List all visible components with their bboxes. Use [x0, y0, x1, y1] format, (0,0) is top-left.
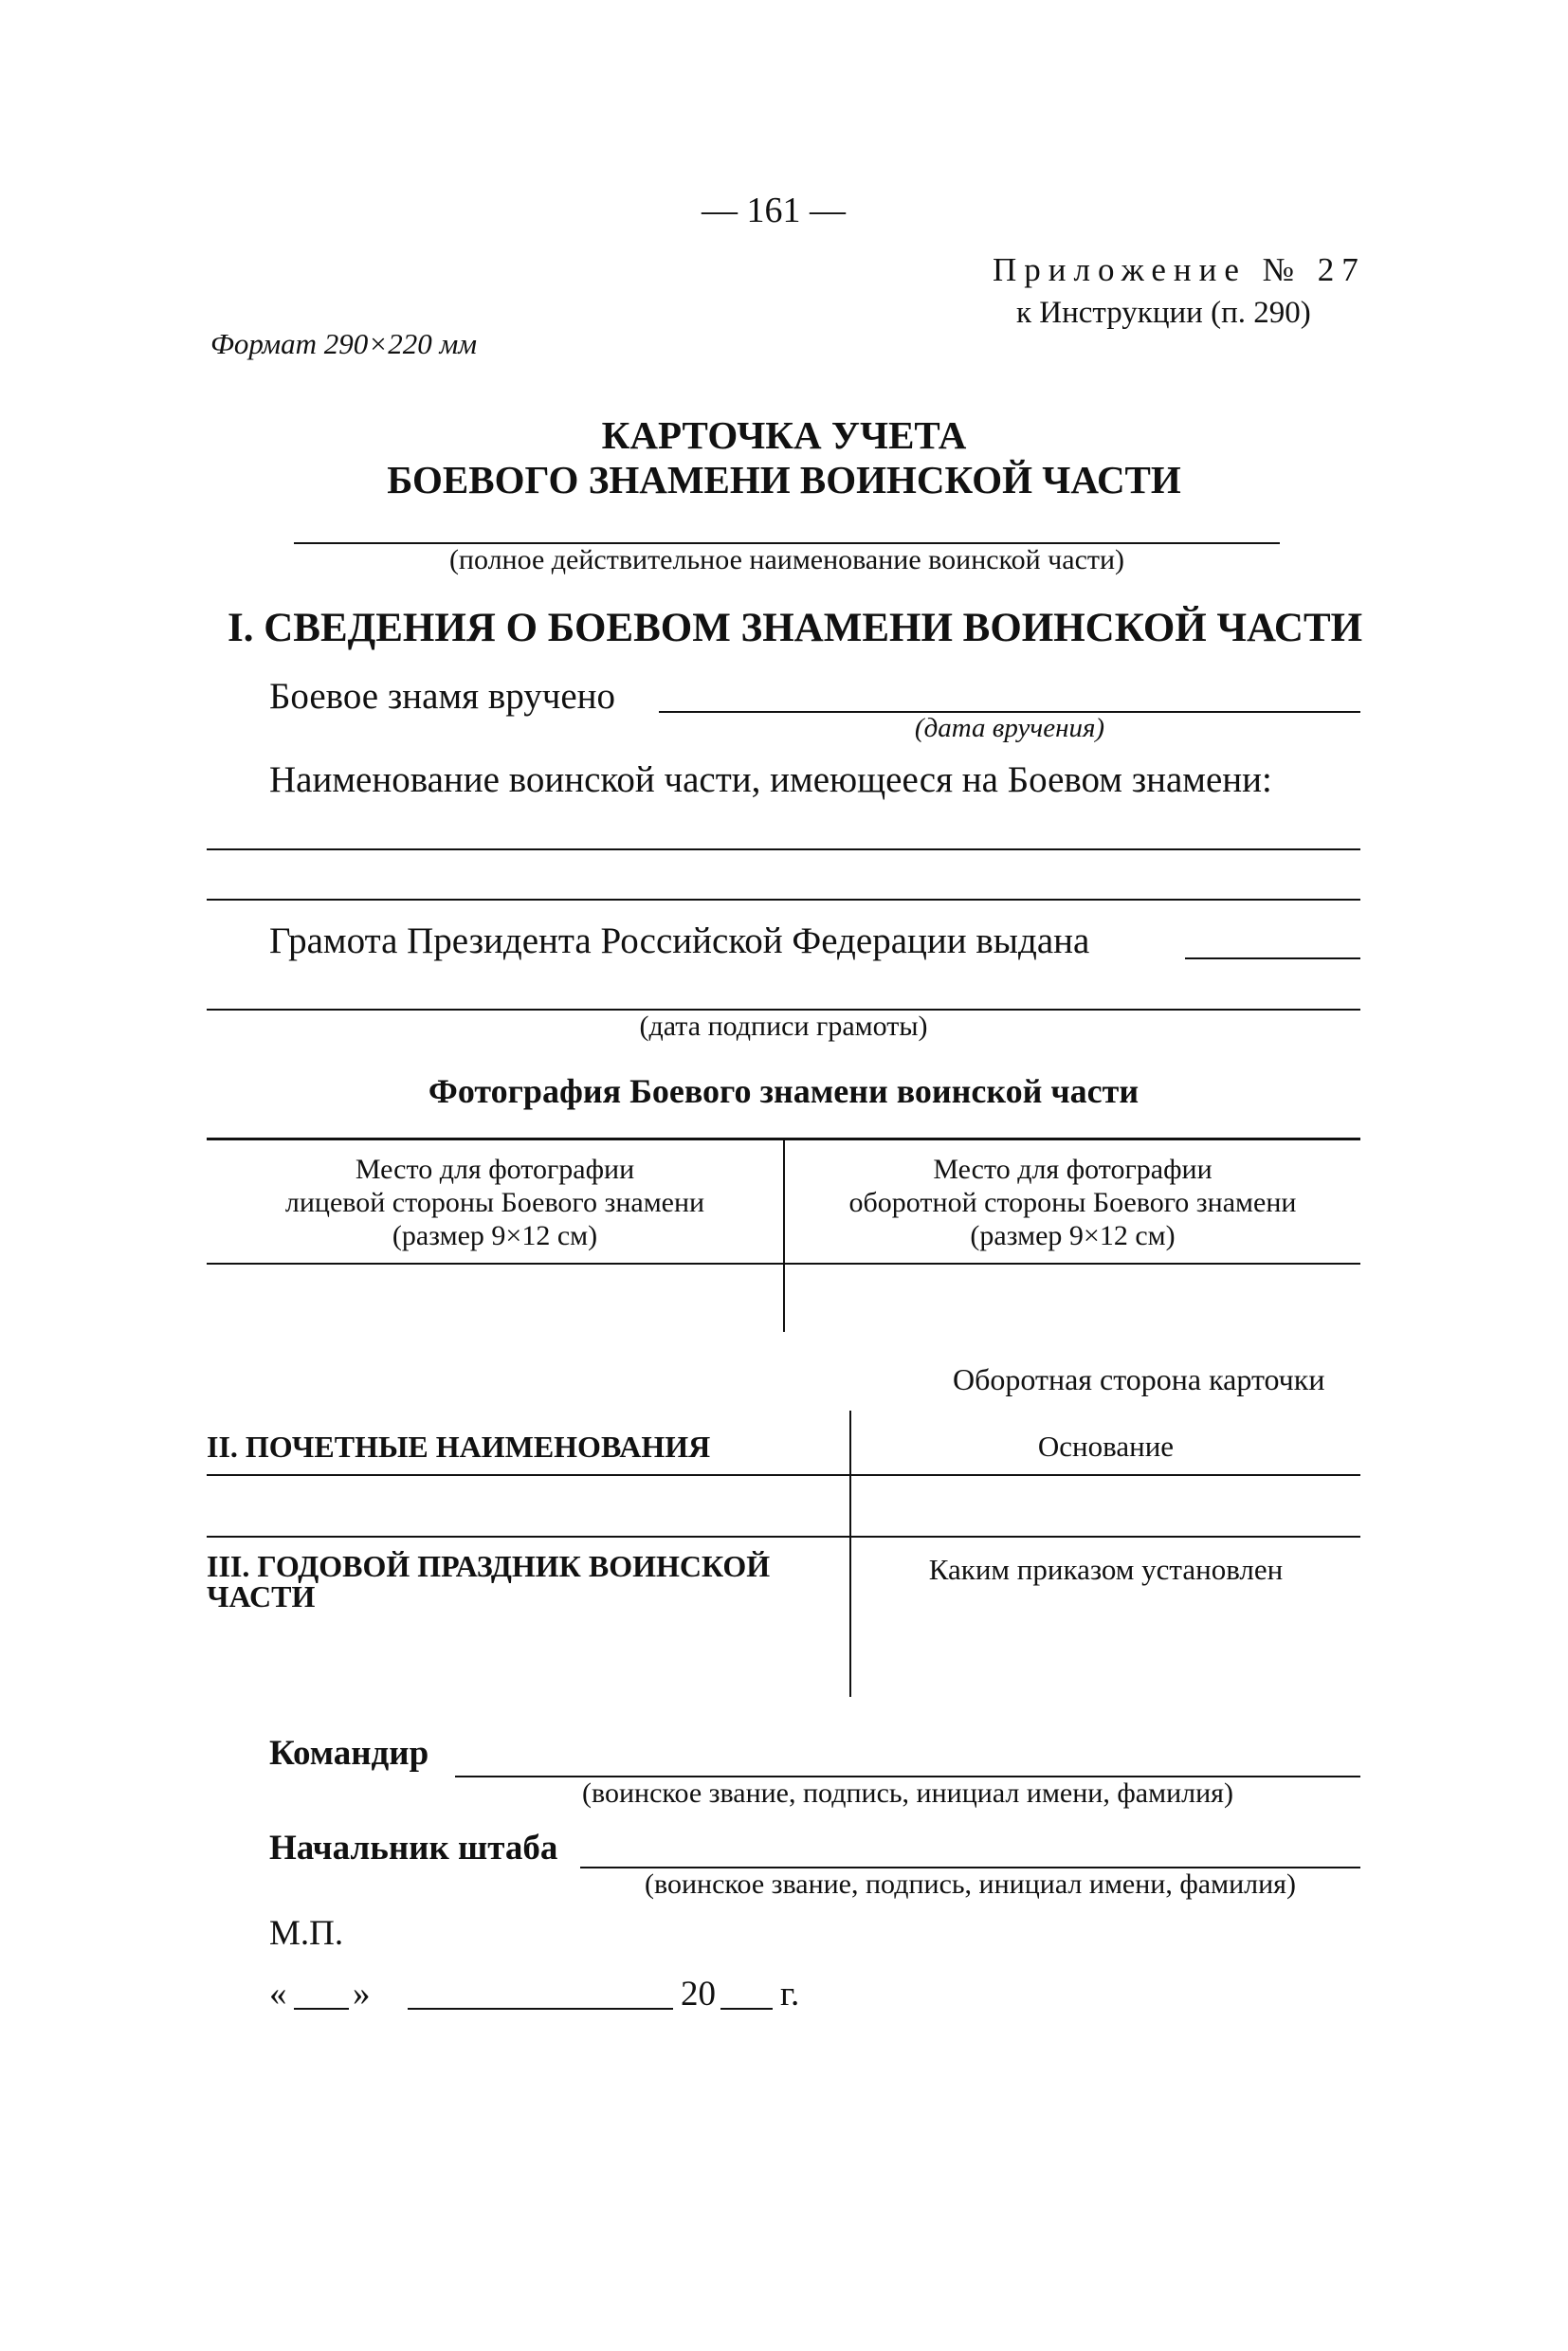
date-close-quote: »: [353, 1975, 371, 2014]
card-title-line1: КАРТОЧКА УЧЕТА: [601, 413, 967, 457]
charter-date-line-short: [1185, 957, 1360, 959]
date-month-line: [408, 2008, 673, 2010]
reverse-side-caption: Оборотная сторона карточки: [953, 1362, 1325, 1396]
chief-of-staff-caption: (воинское звание, подпись, инициал имени, фамилия): [645, 1868, 1296, 1900]
photo-back-line1: Место для фотографии: [933, 1154, 1212, 1185]
photo-front-cell: [207, 1153, 783, 1252]
appendix-title: Приложение № 27: [993, 251, 1366, 288]
photo-back-line3: (размер 9×12 см): [970, 1220, 1176, 1251]
section2-heading: II. ПОЧЕТНЫЕ НАИМЕНОВАНИЯ: [207, 1430, 711, 1464]
reverse-table-divider: [849, 1411, 851, 1697]
photo-back-line2: оборотной стороны Боевого знамени: [848, 1187, 1297, 1218]
date-year-prefix: 20: [681, 1975, 716, 2014]
photo-front-line3: (размер 9×12 см): [392, 1220, 598, 1251]
seal-mark: М.П.: [269, 1914, 344, 1953]
format-note: Формат 290×220 мм: [210, 327, 478, 360]
name-on-banner-line-1: [207, 848, 1360, 850]
section1-heading: I. СВЕДЕНИЯ О БОЕВОМ ЗНАМЕНИ ВОИНСКОЙ ЧАСТИ: [228, 606, 1363, 650]
page-number: — 161 —: [702, 191, 846, 230]
name-on-banner-line-2: [207, 899, 1360, 901]
date-year-line: [720, 2008, 773, 2010]
section2-basis-header: Основание: [1037, 1430, 1175, 1463]
photo-front-line1: Место для фотографии: [355, 1154, 635, 1185]
date-day-line: [294, 2008, 349, 2010]
section3-heading: [207, 1551, 770, 1612]
photo-front-line2: лицевой стороны Боевого знамени: [284, 1187, 705, 1218]
charter-label: Грамота Президента Российской Федерации выдана: [269, 920, 1090, 961]
chief-of-staff-label: Начальник штаба: [269, 1829, 558, 1868]
section3-heading-line1: III. ГОДОВОЙ ПРАЗДНИК ВОИНСКОЙ: [207, 1549, 771, 1583]
date-year-suffix: г.: [780, 1975, 800, 2014]
photo-heading: Фотография Боевого знамени воинской части: [428, 1072, 1140, 1110]
section3-order-header: Каким приказом установлен: [928, 1553, 1284, 1586]
section3-heading-line2: ЧАСТИ: [207, 1579, 316, 1613]
commander-caption: (воинское звание, подпись, инициал имени, фамилия): [582, 1777, 1233, 1809]
name-on-banner-label: Наименование воинской части, имеющееся на Боевом знамени:: [269, 759, 1272, 800]
appendix-reference: к Инструкции (п. 290): [1016, 296, 1311, 330]
unit-name-caption: (полное действительное наименование воинской части): [448, 544, 1125, 575]
date-open-quote: «: [269, 1975, 287, 2014]
presented-label: Боевое знамя вручено: [269, 676, 616, 717]
photo-back-cell: [785, 1153, 1360, 1252]
commander-label: Командир: [269, 1734, 429, 1773]
presented-caption: (дата вручения): [914, 713, 1105, 743]
section2-header-line: [207, 1474, 1360, 1476]
card-title-line2: БОЕВОГО ЗНАМЕНИ ВОИНСКОЙ ЧАСТИ: [387, 458, 1181, 501]
charter-caption: (дата подписи грамоты): [639, 1011, 928, 1042]
section2-bottom-line: [207, 1536, 1360, 1538]
